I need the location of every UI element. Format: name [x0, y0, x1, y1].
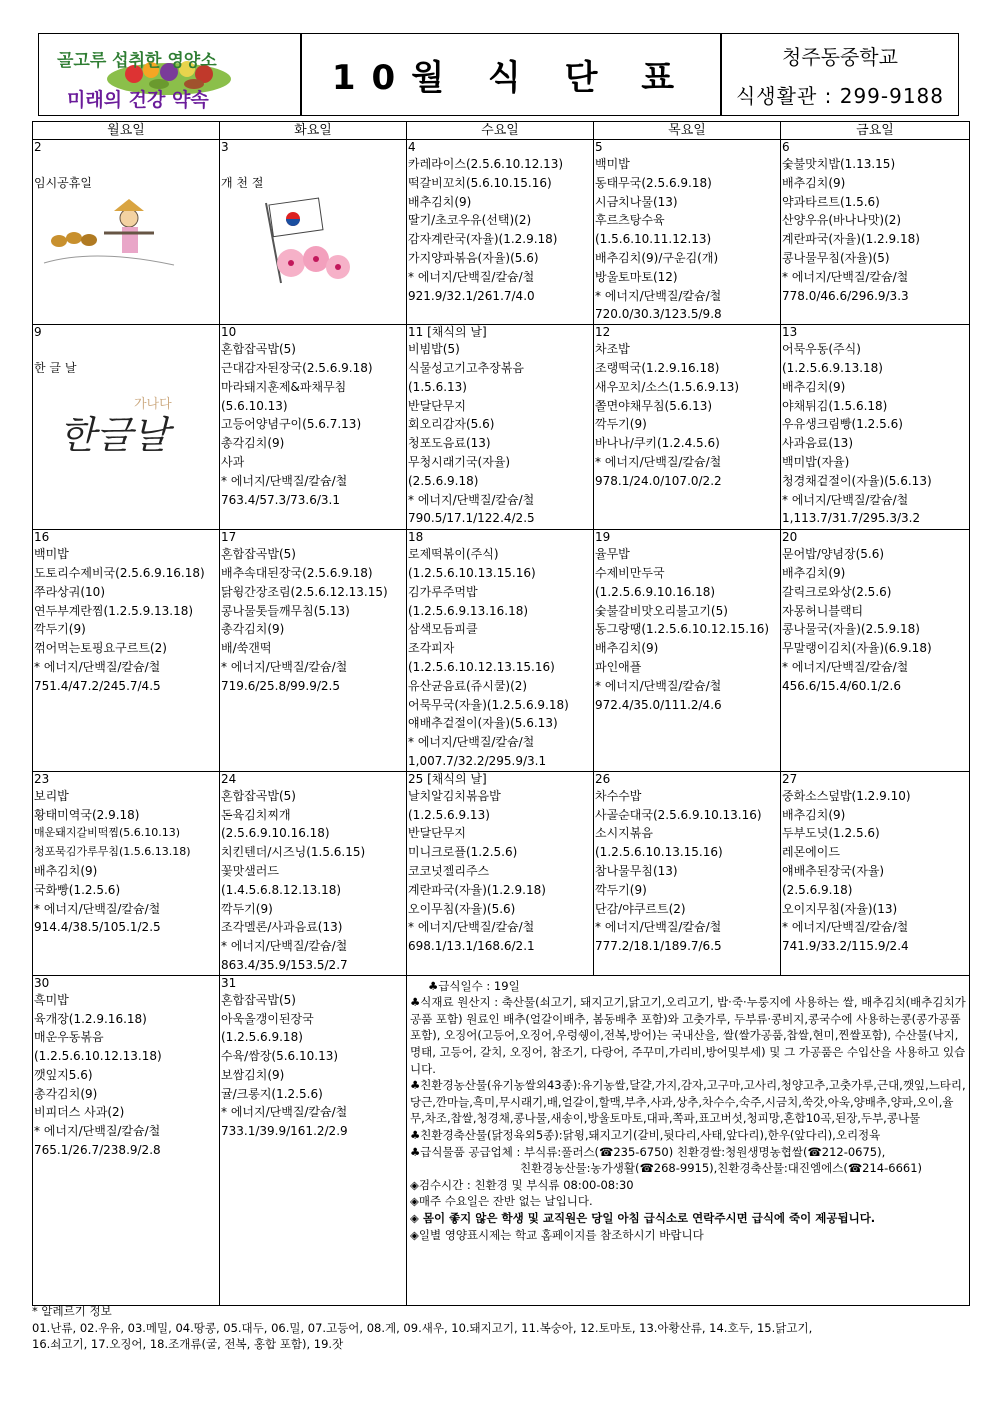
day-menu	[220, 976, 406, 1141]
day-number: 19	[595, 530, 611, 545]
holiday-cell	[33, 140, 219, 273]
menu-line: 계란파국(자율)(1.2.9.18)	[782, 232, 920, 247]
nutrition-label: * 에너지/단백질/칼슘/철	[408, 735, 535, 750]
menu-line: 백미밥	[595, 157, 630, 171]
nutrition-values: 972.4/35.0/111.2/4.6	[595, 697, 722, 712]
day-cell	[781, 140, 970, 325]
holiday-cell	[220, 140, 406, 288]
notice-line: 친환경농산물:농가생활(☎268-9915),친환경축산물:대진엠에스(☎214-6661)	[520, 1161, 923, 1176]
menu-line: 배추김치(9)	[595, 641, 659, 656]
nutrition-values: 978.1/24.0/107.0/2.2	[595, 473, 722, 488]
svg-text:가나다: 가나다	[134, 396, 172, 412]
allergy-line: 01.난류, 02.우유, 03.메밀, 04.땅콩, 05.대두, 06.밀, 07.고등어, 08.게, 09.새우, 10.돼지고기, 11.복숭아, 12.토마토, 13.아황산류, 14.호두, 15.닭고기,	[32, 1320, 813, 1335]
menu-line: 계란파국(자율)(1.2.9.18)	[408, 882, 546, 897]
menu-line: (2.5.6.9.18)	[408, 473, 479, 488]
menu-line: 어묵무국(자율)(1.2.5.6.9.18)	[408, 697, 569, 712]
hangul-calligraphy-illustration	[34, 378, 184, 473]
day-cell	[781, 771, 970, 975]
day-number: 6	[782, 140, 790, 154]
day-cell	[407, 325, 594, 530]
menu-line: 배추김치(9)	[782, 565, 846, 580]
day-cell	[220, 325, 407, 530]
menu-line: 깍두기(9)	[221, 901, 273, 916]
menu-line: 가지양파볶음(자율)(5.6)	[408, 250, 539, 265]
menu-line: 콩나물국(자율)(2.5.9.18)	[782, 622, 920, 637]
menu-line: 오이무침(자율)(5.6)	[408, 901, 516, 916]
allergy-title: * 알레르기 정보	[32, 1304, 112, 1318]
menu-line: 청경채겉절이(자율)(5.6.13)	[782, 473, 932, 488]
week-row	[33, 140, 970, 325]
nutrition-values: 777.2/18.1/189.7/6.5	[595, 939, 722, 954]
day-cell	[594, 325, 781, 530]
menu-line: 동태무국(2.5.6.9.18)	[595, 175, 712, 190]
menu-line: 총각김치(9)	[34, 1086, 98, 1101]
menu-line: 시금치나물(13)	[595, 194, 678, 209]
week-row	[33, 530, 970, 772]
day-cell	[407, 771, 594, 975]
nutrition-logo	[39, 34, 300, 115]
menu-line: 비빔밥(5)	[408, 342, 460, 357]
menu-line: 배추김치(9)	[34, 863, 98, 878]
nutrition-values: 1,113.7/31.7/295.3/3.2	[782, 511, 921, 526]
day-menu	[33, 772, 219, 937]
nutrition-values: 733.1/39.9/161.2/2.9	[221, 1124, 348, 1139]
menu-line: (1.2.5.6.10.12.13.18)	[34, 1049, 162, 1064]
menu-line: 어묵우동(주식)	[782, 342, 861, 357]
menu-line	[34, 155, 219, 174]
menu-line: 도토리수제비국(2.5.6.9.16.18)	[34, 565, 205, 580]
menu-line: 미니크로플(1.2.5.6)	[408, 845, 518, 860]
school-name: 청주동중학교	[782, 44, 898, 69]
nutrition-label: * 에너지/단백질/칼슘/철	[34, 1124, 161, 1139]
weekday-header-row	[33, 122, 970, 140]
nutrition-values: 720.0/30.3/123.5/9.8	[595, 307, 722, 322]
menu-line: 육개장(1.2.9.16.18)	[34, 1011, 147, 1026]
menu-line: 조각멜론/사과음료(13)	[221, 920, 343, 935]
nutrition-values: 790.5/17.1/122.4/2.5	[408, 511, 535, 526]
menu-line: 방울토마토(12)	[595, 269, 678, 284]
nutrition-values: 914.4/38.5/105.1/2.5	[34, 920, 161, 935]
menu-line: 고등어양념구이(5.6.7.13)	[221, 417, 362, 432]
menu-line: 숯불갈비맛오리불고기(5)	[595, 603, 728, 618]
holiday-label: 한 글 날	[34, 360, 77, 375]
menu-line: 깍두기(9)	[595, 882, 647, 897]
menu-line: (5.6.10.13)	[221, 398, 288, 413]
nutrition-values: 741.9/33.2/115.9/2.4	[782, 939, 909, 954]
day-number: 26	[595, 771, 611, 786]
day-number: 27	[782, 771, 798, 786]
menu-line: 우유생크림빵(1.2.5.6)	[782, 417, 903, 432]
day-number: 10	[221, 325, 237, 340]
day-cell	[594, 140, 781, 325]
holiday-label: 임시공휴일	[34, 175, 92, 190]
nutrition-values: 921.9/32.1/261.7/4.0	[408, 288, 535, 303]
title-box	[301, 33, 721, 116]
menu-line: 사과음료(13)	[782, 436, 854, 451]
nutrition-label: * 에너지/단백질/칼슘/철	[595, 678, 722, 693]
holiday-label: 개 천 절	[221, 175, 264, 190]
menu-line: 숯불맛치밥(1.13.15)	[782, 157, 896, 171]
day-number: 24	[221, 771, 237, 786]
day-cell	[407, 140, 594, 325]
day-cell	[33, 140, 220, 325]
day-number: 31	[221, 975, 237, 990]
day-cell	[781, 325, 970, 530]
day-cell	[220, 530, 407, 772]
week-row	[33, 771, 970, 975]
day-cell	[33, 325, 220, 530]
menu-line	[221, 155, 406, 174]
menu-line: 수육/쌈장(5.6.10.13)	[221, 1049, 339, 1064]
menu-line: 참나물무침(13)	[595, 863, 678, 878]
menu-line: 보쌈김치(9)	[221, 1067, 285, 1082]
notice-line: ♣급식일수 : 19일	[428, 978, 520, 993]
menu-table	[32, 121, 970, 1306]
day-cell	[594, 530, 781, 772]
menu-line: 코코넛젤리주스	[408, 863, 490, 878]
day-menu	[220, 772, 406, 975]
day-menu	[781, 772, 969, 956]
allergy-line: 16.쇠고기, 17.오징어, 18.조개류(굴, 전복, 홍합 포함), 19.잣	[32, 1337, 344, 1351]
menu-line: 혼합잡곡밥(5)	[221, 342, 296, 357]
day-menu	[594, 325, 780, 490]
menu-line: 청포묵김가루무침(1.5.6.13.18)	[34, 845, 191, 859]
menu-line: 꺾어먹는토핑요구르트(2)	[34, 641, 167, 656]
notice-line: ♣친환경축산물(닭정육외5종):닭윙,돼지고기(갈비,뒷다리,사태,앞다리),한우(앞다리),오리정육	[410, 1128, 881, 1143]
day-number: 11 [채식의 날]	[408, 325, 487, 340]
menu-line: 매운돼지갈비떡찜(5.6.10.13)	[34, 826, 181, 840]
menu-line: 총각김치(9)	[221, 436, 285, 451]
menu-line: 보리밥	[34, 788, 69, 803]
menu-line: 총각김치(9)	[221, 622, 285, 637]
menu-line: 혼합잡곡밥(5)	[221, 992, 296, 1007]
nutrition-label: * 에너지/단백질/칼슘/철	[595, 454, 722, 469]
menu-line: (1.4.5.6.8.12.13.18)	[221, 882, 342, 897]
page-title: 10월 식 단 표	[331, 58, 691, 98]
menu-line: (1.2.5.6.9.10.16.18)	[595, 584, 716, 599]
weekday-header: 화요일	[220, 122, 407, 140]
menu-line: (1.2.5.6.10.13.15.16)	[408, 565, 536, 580]
day-cell	[220, 975, 407, 1305]
nutrition-label: * 에너지/단백질/칼슘/철	[782, 920, 909, 935]
menu-line: 감자계란국(자율)(1.2.9.18)	[408, 232, 558, 247]
menu-line: 자몽허니블랙티	[782, 603, 864, 618]
menu-line: 김가루주먹밥	[408, 584, 478, 599]
menu-line: 무청시래기국(자율)	[408, 454, 511, 469]
menu-line: 치킨텐더/시즈닝(1.5.6.15)	[221, 845, 366, 860]
menu-line: 문어밥/양념장(5.6)	[782, 547, 885, 562]
notice-block	[407, 976, 969, 1246]
logo-line2: 미래의 건강 약속	[67, 89, 209, 111]
menu-line: 콩나물톳들깨무침(5.13)	[221, 603, 350, 618]
day-number: 13	[782, 325, 798, 340]
menu-line: 혼합잡곡밥(5)	[221, 788, 296, 803]
notice-cell	[407, 975, 970, 1305]
menu-line: 차수수밥	[595, 788, 642, 803]
menu-line: 닭윙간장조림(2.5.6.12.13.15)	[221, 584, 388, 599]
day-cell	[220, 771, 407, 975]
menu-line: (1.5.6.13)	[408, 379, 467, 394]
menu-line: 카레라이스(2.5.6.10.12.13)	[408, 157, 564, 171]
menu-line: (2.5.6.9.18)	[782, 882, 853, 897]
menu-line: 깍두기(9)	[595, 417, 647, 432]
menu-line: 깻잎지5.6)	[34, 1067, 93, 1082]
menu-line: 반달단무지	[408, 398, 466, 413]
day-menu	[594, 530, 780, 714]
menu-line: 근대감자된장국(2.5.6.9.18)	[221, 360, 373, 375]
notice-line: ♣친환경농산물(유기농쌀외43종):유기농쌀,달걀,가지,감자,고구마,고사리,청양고추,고춧가루,근대,깻잎,느타리,당근,깐마늘,흑미,무시래기,배,얼갈이,할맥,부추,사과,상추,차수수,숙주,시금치,쑥갓,아욱,양배추,양파,오이,율무,차조,찹쌀,청경채,콩나물,새송이,방울토마토,대파,쪽파,표고버섯,청피망,혼합10곡,된장,두부,콩나물	[410, 1078, 966, 1126]
menu-line: 율무밥	[595, 547, 630, 562]
menu-line: 산양우유(바나나맛)(2)	[782, 213, 902, 228]
nutrition-label: * 에너지/단백질/칼슘/철	[782, 492, 909, 507]
day-menu	[407, 530, 593, 771]
menu-line: 콩나물무침(자율)(5)	[782, 250, 890, 265]
nutrition-label: * 에너지/단백질/칼슘/철	[408, 492, 535, 507]
menu-line: 아욱올갱이된장국	[221, 1011, 314, 1026]
day-cell	[33, 530, 220, 772]
menu-line: 중화소스덮밥(1.2.9.10)	[782, 788, 911, 803]
nutrition-values: 719.6/25.8/99.9/2.5	[221, 678, 341, 693]
day-number: 20	[782, 530, 798, 545]
menu-line: 동그랑땡(1.2.5.6.10.12.15.16)	[595, 622, 770, 637]
day-number: 12	[595, 325, 611, 340]
weekday-header: 목요일	[594, 122, 781, 140]
menu-line: 비피더스 사과(2)	[34, 1105, 125, 1120]
svg-text:한글날: 한글날	[59, 412, 170, 457]
nutrition-values: 778.0/46.6/296.9/3.3	[782, 288, 909, 303]
nutrition-label: * 에너지/단백질/칼슘/철	[34, 901, 161, 916]
menu-line: 소시지볶음	[595, 826, 653, 841]
notice-line: ♣급식물품 공급업체 : 부식류:풀러스(☎235-6750) 친환경쌀:청원생명농협쌀(☎212-0675),	[410, 1144, 886, 1159]
nutrition-values: 751.4/47.2/245.7/4.5	[34, 678, 161, 693]
day-cell	[220, 140, 407, 325]
day-menu	[594, 772, 780, 956]
menu-line: 혼합잡곡밥(5)	[221, 547, 296, 562]
menu-line: 황태미역국(2.9.18)	[34, 807, 140, 822]
menu-line: 두부도넛(1.2.5.6)	[782, 826, 880, 841]
day-menu	[781, 325, 969, 528]
day-cell	[407, 530, 594, 772]
week-row	[33, 975, 970, 1305]
weekday-header: 월요일	[33, 122, 220, 140]
day-number: 23	[34, 771, 50, 786]
weekday-header: 수요일	[407, 122, 594, 140]
menu-line: 레몬에이드	[782, 845, 840, 860]
menu-line: 배추김치(9)/구운김(개)	[595, 250, 719, 265]
nutrition-label: * 에너지/단백질/칼슘/철	[408, 920, 535, 935]
menu-line: 단감/야쿠르트(2)	[595, 901, 686, 916]
menu-line: 깍두기(9)	[34, 622, 86, 637]
menu-line: 국화빵(1.2.5.6)	[34, 882, 121, 897]
nutrition-label: * 에너지/단백질/칼슘/철	[595, 288, 722, 303]
menu-line: 배추김치(9)	[782, 379, 846, 394]
menu-line: 흑미밥	[34, 992, 69, 1007]
day-number: 4	[408, 140, 416, 154]
nutrition-label: * 에너지/단백질/칼슘/철	[782, 659, 909, 674]
menu-line: (1.2.5.6.9.18)	[221, 1030, 303, 1045]
menu-line: 회오리감자(5.6)	[408, 417, 495, 432]
menu-line: (1.2.5.6.9.13.18)	[782, 360, 883, 375]
menu-line: 귤/크롱지(1.2.5.6)	[221, 1086, 323, 1101]
day-cell	[33, 975, 220, 1305]
menu-line: 갈릭크로와상(2.5.6)	[782, 584, 892, 599]
menu-line: 차조밥	[595, 342, 630, 357]
day-menu	[781, 530, 969, 695]
nutrition-label: * 에너지/단백질/칼슘/철	[221, 659, 348, 674]
notice-line: ◈검수시간 : 친환경 및 부식류 08:00-08:30	[410, 1177, 634, 1192]
menu-line: 새우꼬치/소스(1.5.6.9.13)	[595, 379, 740, 394]
menu-line: (1.5.6.10.11.12.13)	[595, 232, 712, 247]
notice-line: ♣식재료 원산지 : 축산물(쇠고기, 돼지고기,닭고기,오리고기, 밥·죽·누룽지에 사용하는 쌀, 배추김치(배추김치가공품 포함) 원료인 배추(얼갈이배추, 봄동배추 포함)와 고춧가루, 두부류·콩비지,콩국수에 사용하는콩(콩가공품 포함), 오징어(고등어,오징어,우렁쉥이,전복,방어)는 국내산을, 쌀(쌀가공품,찹쌀,현미,찐쌀포함), 수산물(낙지, 명태, 고등어, 갈치, 오징어, 참조기, 다랑어, 주꾸미,가리비,방어및부세) 및 그 가공품은 수입산을 사용하고 있습니다.	[410, 995, 966, 1076]
notice-line: ◈매주 수요일은 잔반 없는 날입니다.	[410, 1194, 593, 1209]
logo-box	[38, 33, 301, 116]
menu-line: 사골순대국(2.5.6.9.10.13.16)	[595, 807, 762, 822]
day-menu	[407, 140, 593, 305]
day-menu	[781, 140, 969, 305]
day-number: 17	[221, 530, 237, 545]
menu-line: 돈육김치찌개	[221, 807, 291, 822]
menu-line: 쭈라상궈(10)	[34, 584, 106, 599]
nutrition-label: * 에너지/단백질/칼슘/철	[221, 473, 348, 488]
nutrition-values: 698.1/13.1/168.6/2.1	[408, 939, 535, 954]
notice-line: ◈일별 영양표시제는 학교 홈페이지를 참조하시기 바랍니다	[410, 1227, 704, 1242]
menu-line: 떡갈비꼬치(5.6.10.15.16)	[408, 175, 552, 190]
day-number: 2	[34, 140, 42, 154]
day-menu	[33, 976, 219, 1160]
menu-line: 로제떡볶이(주식)	[408, 547, 499, 562]
menu-line: 야채튀김(1.5.6.18)	[782, 398, 888, 413]
nutrition-values: 863.4/35.9/153.5/2.7	[221, 957, 348, 972]
weekday-header: 금요일	[781, 122, 970, 140]
day-number: 18	[408, 530, 424, 545]
menu-line: 날치알김치볶음밥	[408, 788, 501, 803]
day-menu	[33, 530, 219, 695]
menu-line: (2.5.6.9.10.16.18)	[221, 826, 330, 841]
menu-line: 배/쑥갠떡	[221, 641, 272, 656]
menu-line: 쫄면야채무침(5.6.13)	[595, 398, 713, 413]
day-number: 25 [채식의 날]	[408, 771, 487, 786]
day-menu	[594, 140, 780, 324]
menu-line: 마라돼지훈제&파채무침	[221, 379, 347, 394]
menu-line: 오이지무침(자율)(13)	[782, 901, 898, 916]
day-number: 9	[34, 325, 42, 340]
menu-line: 꽃맛샐러드	[221, 863, 279, 878]
menu-line: 삼색모듬피클	[408, 622, 478, 637]
school-box	[721, 33, 959, 116]
menu-line: 백미밥	[34, 547, 69, 562]
nutrition-label: * 에너지/단백질/칼슘/철	[221, 939, 348, 954]
menu-line: 배추속대된장국(2.5.6.9.18)	[221, 565, 373, 580]
menu-line: 바나나/쿠키(1.2.4.5.6)	[595, 436, 720, 451]
notice-line: ◈ 몸이 좋지 않은 학생 및 교직원은 당일 아침 급식소로 연락주시면 급식에 죽이 제공됩니다.	[410, 1211, 876, 1226]
menu-line: 조랭떡국(1.2.9.16.18)	[595, 360, 720, 375]
week-row	[33, 325, 970, 530]
menu-line: 배추김치(9)	[408, 194, 472, 209]
menu-line: 백미밥(자율)	[782, 454, 850, 469]
day-menu	[220, 530, 406, 695]
menu-line: 약과타르트(1.5.6)	[782, 194, 880, 209]
menu-line: 파인애플	[595, 659, 642, 674]
allergy-info	[32, 1303, 972, 1353]
day-cell	[781, 530, 970, 772]
menu-line: 유산균음료(쥬시쿨)(2)	[408, 678, 528, 693]
day-number: 30	[34, 975, 50, 990]
menu-line: 조각피자	[408, 641, 455, 656]
day-menu	[220, 325, 406, 509]
menu-line: 배추김치(9)	[782, 807, 846, 822]
nutrition-label: * 에너지/단백질/칼슘/철	[595, 920, 722, 935]
menu-line: 후르츠탕수육	[595, 213, 665, 228]
scarecrow-illustration	[34, 193, 184, 273]
nutrition-values: 456.6/15.4/60.1/2.6	[782, 678, 902, 693]
nutrition-label: * 에너지/단백질/칼슘/철	[34, 659, 161, 674]
day-number: 5	[595, 140, 603, 154]
nutrition-values: 763.4/57.3/73.6/3.1	[221, 492, 341, 507]
school-phone: 식생활관 : 299-9188	[735, 83, 945, 108]
day-cell	[33, 771, 220, 975]
holiday-cell	[33, 325, 219, 473]
day-number: 16	[34, 530, 50, 545]
menu-line: 식물성고기고추장볶음	[408, 360, 524, 375]
menu-line: (1.2.5.6.10.13.15.16)	[595, 845, 723, 860]
korean-flag-illustration	[221, 193, 371, 288]
day-number: 3	[221, 140, 229, 154]
day-menu	[407, 325, 593, 528]
menu-line: 연두부계란찜(1.2.5.9.13.18)	[34, 603, 194, 618]
menu-line: 무말랭이김치(자율)(6.9.18)	[782, 641, 932, 656]
nutrition-label: * 에너지/단백질/칼슘/철	[221, 1105, 348, 1120]
nutrition-label: * 에너지/단백질/칼슘/철	[782, 269, 909, 284]
menu-line: 반달단무지	[408, 826, 466, 841]
menu-line: (1.2.5.6.9.13.16.18)	[408, 603, 529, 618]
nutrition-label: * 에너지/단백질/칼슘/철	[408, 269, 535, 284]
nutrition-values: 1,007.7/32.2/295.9/3.1	[408, 753, 547, 768]
menu-line: (1.2.5.6.10.12.13.15.16)	[408, 659, 555, 674]
menu-line: 청포도음료(13)	[408, 436, 491, 451]
menu-line: (1.2.5.6.9.13)	[408, 807, 490, 822]
menu-line: 얘배추된장국(자율)	[782, 863, 885, 878]
day-cell	[594, 771, 781, 975]
nutrition-values: 765.1/26.7/238.9/2.8	[34, 1143, 161, 1158]
logo-line1: 골고루 섭취한 영양소	[57, 51, 217, 71]
menu-line: 사과	[221, 454, 245, 469]
menu-line: 배추김치(9)	[782, 175, 846, 190]
day-menu	[407, 772, 593, 956]
menu-line: 얘배추겉절이(자율)(5.6.13)	[408, 716, 558, 731]
menu-line	[34, 340, 219, 359]
menu-line: 수제비만두국	[595, 565, 665, 580]
menu-line: 매운우동볶음	[34, 1030, 104, 1045]
menu-line: 딸기/초코우유(선택)(2)	[408, 213, 532, 228]
